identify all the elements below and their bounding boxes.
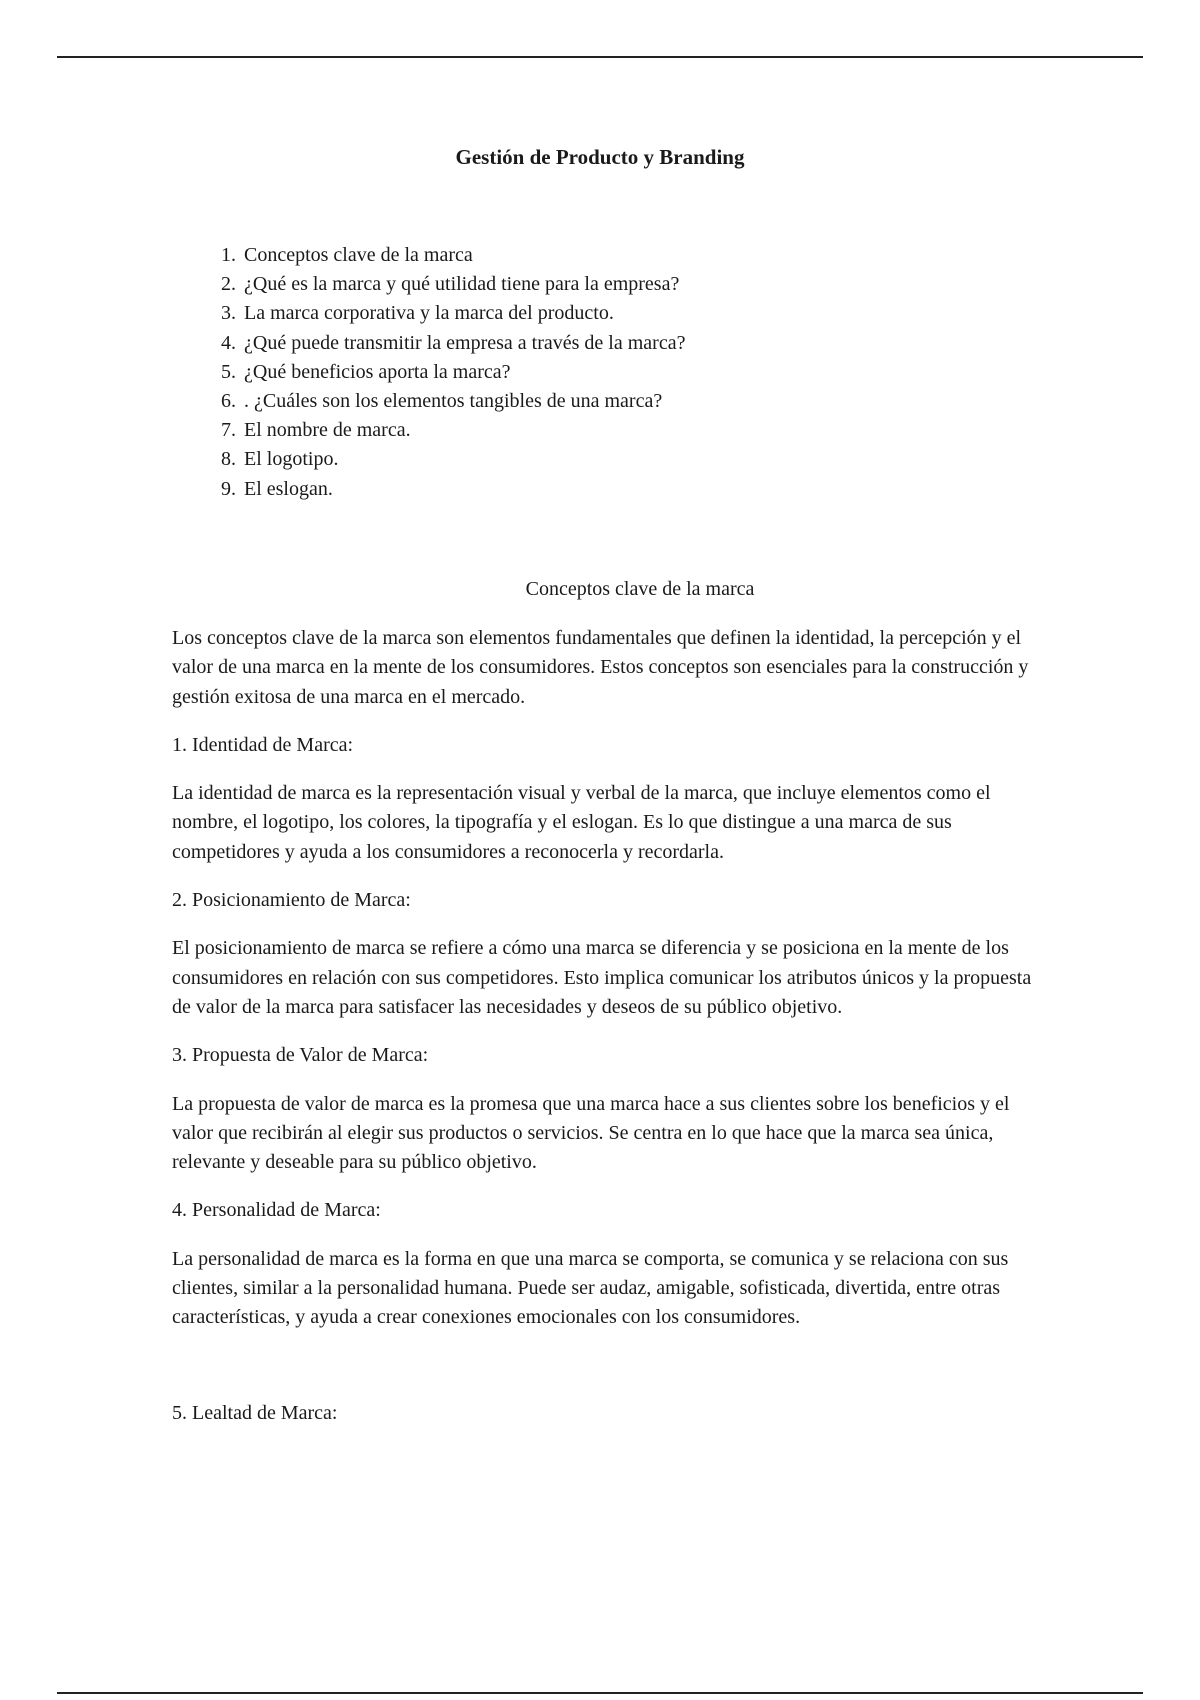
toc-item-number: 2. xyxy=(221,273,236,296)
toc-item-number: 5. xyxy=(221,360,236,383)
toc-item xyxy=(172,299,685,328)
toc-item-text: ¿Qué es la marca y qué utilidad tiene para la empresa? xyxy=(244,273,680,296)
toc-item-text: . ¿Cuáles son los elementos tangibles de una marca? xyxy=(244,390,663,413)
toc-item-text: Conceptos clave de la marca xyxy=(244,244,473,266)
toc-item-number: 4. xyxy=(221,331,236,354)
toc-item xyxy=(172,329,685,358)
toc-item-text: El nombre de marca. xyxy=(244,419,411,442)
subsection-heading: 1. Identidad de Marca: xyxy=(172,733,354,756)
document-body xyxy=(172,624,1052,1447)
toc-item-text: ¿Qué puede transmitir la empresa a través de la marca? xyxy=(244,331,686,354)
toc-item xyxy=(172,416,685,445)
toc-item-number: 7. xyxy=(221,419,236,442)
subsection-paragraph: La identidad de marca es la representación visual y verbal de la marca, que incluye elementos como el nombre, el logotipo, los colores, la tipografía y el eslogan. Es lo que distingue a una marca de sus competidores y ayuda a los consumidores a reconocerla y recordarla. xyxy=(172,782,991,863)
toc-item xyxy=(172,387,685,416)
toc-item xyxy=(172,475,685,504)
subsection-heading: 3. Propuesta de Valor de Marca: xyxy=(172,1044,429,1067)
bottom-rule xyxy=(57,1692,1143,1694)
toc-item-text: La marca corporativa y la marca del producto. xyxy=(244,302,614,325)
toc-item-number: 3. xyxy=(221,302,236,325)
top-rule xyxy=(57,56,1143,58)
toc-item-number: 6. xyxy=(221,390,236,413)
intro-paragraph: Los conceptos clave de la marca son elementos fundamentales que definen la identidad, la percepción y el valor de una marca en la mente de los consumidores. Estos conceptos son esenciales para la construcción y gestión exitosa de una marca en el mercado. xyxy=(172,627,1029,708)
paragraph-spacer xyxy=(172,1352,1052,1399)
toc-item xyxy=(172,270,685,299)
toc-item-number: 9. xyxy=(221,477,236,500)
toc-item xyxy=(172,358,685,387)
toc-item xyxy=(172,445,685,474)
subsection-paragraph: La personalidad de marca es la forma en que una marca se comporta, se comunica y se relaciona con sus clientes, similar a la personalidad humana. Puede ser audaz, amigable, sofisticada, divertida, entre otras características, y ayuda a crear conexiones emocionales con los consumidores. xyxy=(172,1247,1009,1329)
subsection-heading: 4. Personalidad de Marca: xyxy=(172,1199,381,1222)
subsection-paragraph: La propuesta de valor de marca es la promesa que una marca hace a sus clientes sobre los beneficios y el valor que recibirán al elegir sus productos o servicios. Se centra en lo que hace que la marca sea única, relevante y deseable para su público objetivo. xyxy=(172,1092,1010,1174)
toc-item xyxy=(172,241,685,270)
toc-item-number: 8. xyxy=(221,448,236,471)
table-of-contents xyxy=(172,241,685,504)
subsection-paragraph: El posicionamiento de marca se refiere a cómo una marca se diferencia y se posiciona en la mente de los consumidores en relación con sus competidores. Esto implica comunicar los atributos únicos y la propuesta de valor de la marca para satisfacer las necesidades y deseos de su público objetivo. xyxy=(172,937,1032,1018)
toc-item-text: El eslogan. xyxy=(244,477,333,500)
toc-item-text: El logotipo. xyxy=(244,448,339,471)
subsection-heading: 5. Lealtad de Marca: xyxy=(172,1401,338,1424)
document-title: Gestión de Producto y Branding xyxy=(455,145,745,169)
section-heading: Conceptos clave de la marca xyxy=(525,578,755,600)
subsection-heading: 2. Posicionamiento de Marca: xyxy=(172,889,411,912)
toc-item-number: 1. xyxy=(221,244,236,266)
toc-item-text: ¿Qué beneficios aporta la marca? xyxy=(244,360,511,383)
